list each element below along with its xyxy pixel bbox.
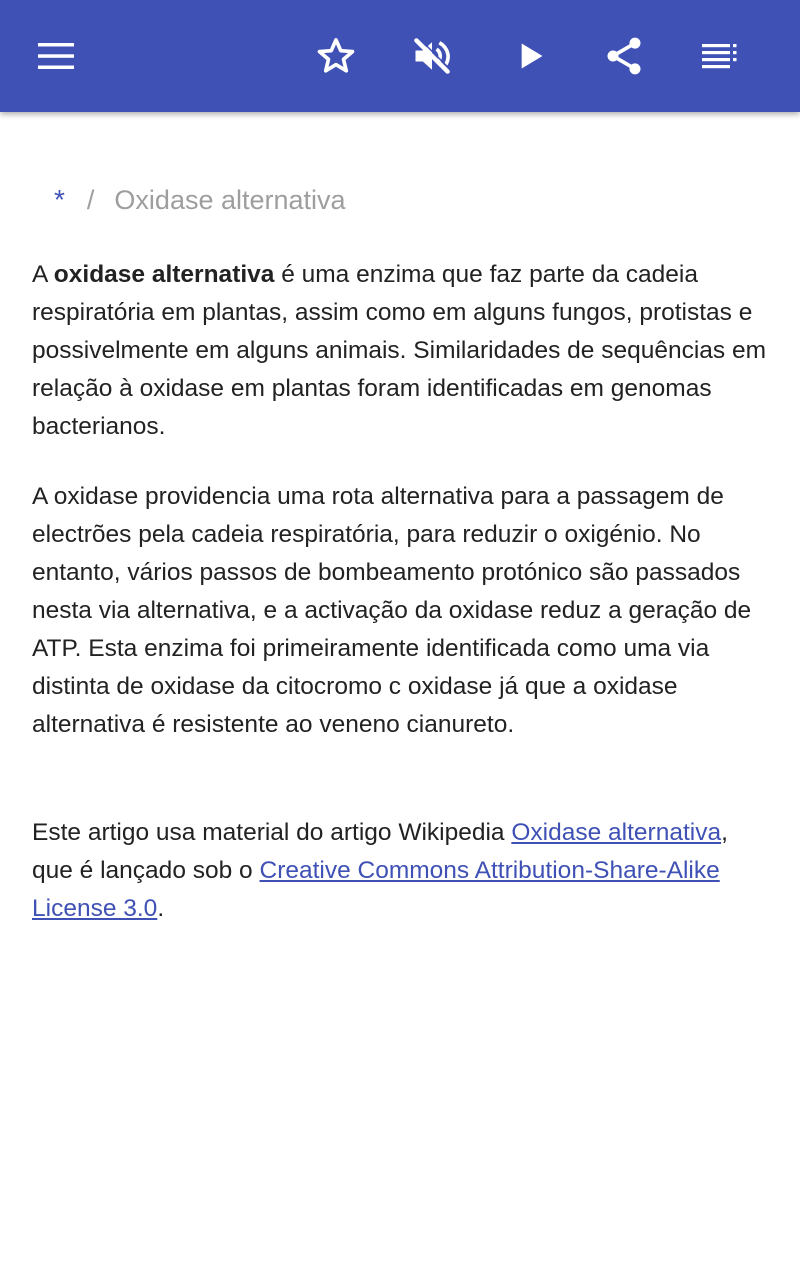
attribution-prefix: Este artigo usa material do artigo Wikipedia — [32, 819, 512, 846]
play-icon — [510, 36, 550, 76]
paragraph-intro — [32, 256, 772, 446]
intro-text: é uma enzima que faz parte da cadeia respiratória em plantas, assim como em alguns fungos, protistas e possivelmente em alguns animais. Similaridades de sequências em relação à oxidase em plantas foram identificadas em genomas bacterianos. — [32, 261, 767, 440]
share-button[interactable] — [596, 28, 652, 84]
volume-off-icon — [410, 34, 454, 78]
breadcrumb — [54, 180, 346, 220]
share-icon — [602, 34, 646, 78]
play-button[interactable] — [502, 28, 558, 84]
paragraph-body: A oxidase providencia uma rota alternativa para a passagem de electrões pela cadeia respiratória, para reduzir o oxigénio. No entanto, vários passos de bombeamento protónico são passados nesta via alternativa, e a activação da oxidase reduz a geração de ATP. Esta enzima foi primeiramente identificada como uma via distinta de oxidase da citocromo c oxidase já que a oxidase alternativa é resistente ao veneno cianureto. — [32, 483, 752, 738]
wikipedia-article-link[interactable]: Oxidase alternativa — [511, 819, 722, 846]
intro-lead: A — [32, 261, 54, 288]
breadcrumb-current: Oxidase alternativa — [114, 184, 346, 215]
license-link[interactable]: Creative Commons Attribution-Share-Alike License 3.0 — [32, 857, 720, 922]
attribution-middle: , que é lançado sob o — [32, 819, 728, 884]
menu-icon — [36, 36, 76, 76]
attribution-suffix: . — [157, 895, 165, 922]
star-outline-icon — [314, 34, 358, 78]
list-icon — [700, 36, 740, 76]
attribution-paragraph — [32, 814, 772, 928]
mute-button[interactable] — [404, 28, 460, 84]
menu-button[interactable] — [28, 28, 84, 84]
bookmark-button[interactable] — [308, 28, 364, 84]
app-bar — [0, 0, 800, 112]
contents-button[interactable] — [692, 28, 748, 84]
breadcrumb-separator: / — [86, 184, 95, 215]
article-body — [32, 256, 772, 960]
article-term: oxidase alternativa — [53, 261, 275, 288]
breadcrumb-home-link[interactable]: * — [54, 184, 65, 215]
